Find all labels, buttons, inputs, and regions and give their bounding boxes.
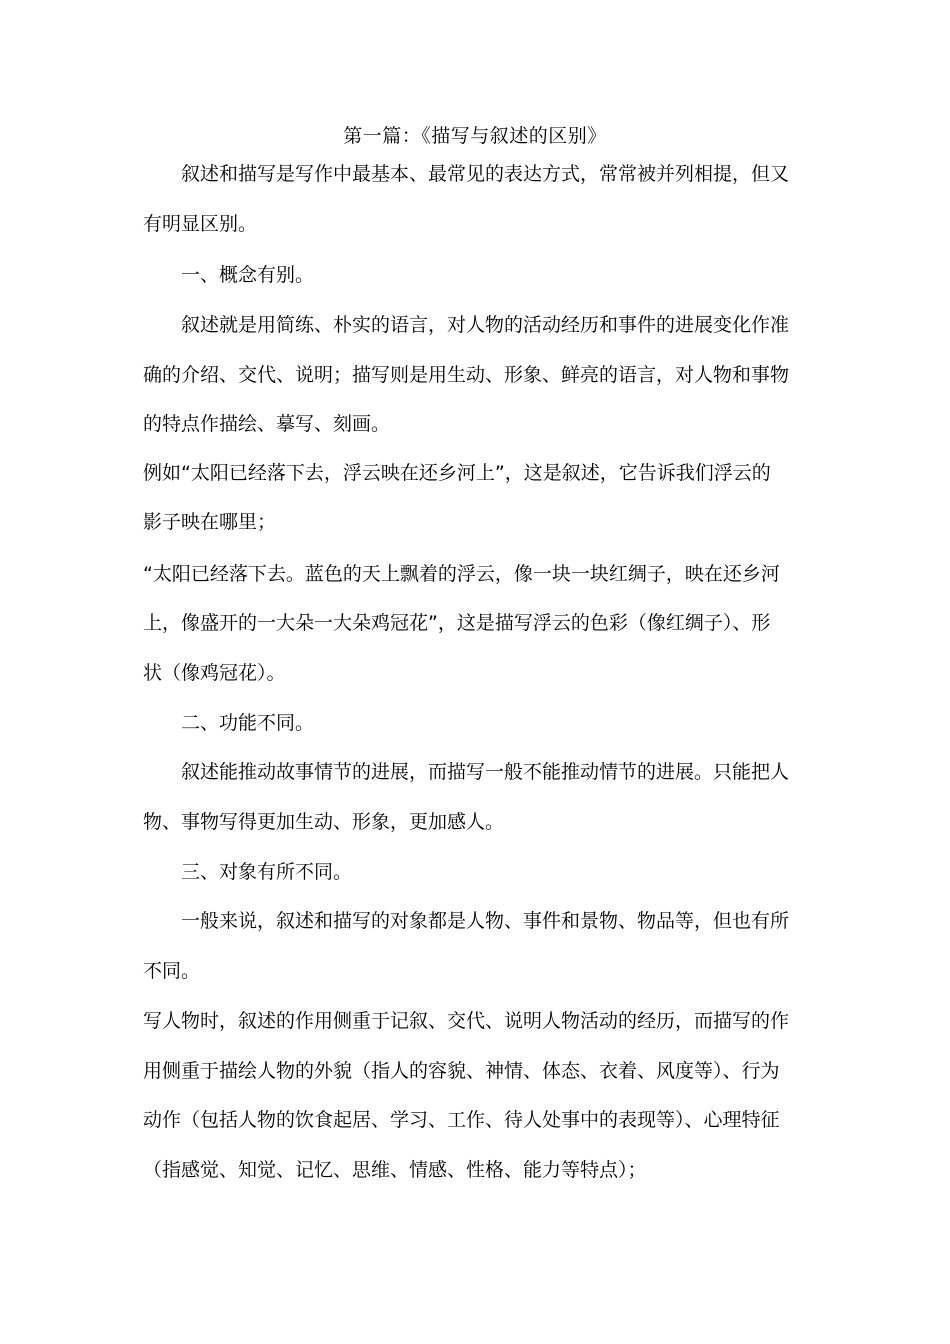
paragraph-line: 不同。	[143, 960, 201, 982]
paragraph-line: 确的介绍、交代、说明；描写则是用生动、形象、鲜亮的语言，对人物和事物	[143, 364, 790, 386]
paragraph-line: “太阳已经落下去。蓝色的天上飘着的浮云，像一块一块红绸子，映在还乡河	[143, 563, 780, 585]
paragraph-line: 用侧重于描绘人物的外貌（指人的容貌、神情、体态、衣着、风度等）、行为	[143, 1060, 780, 1082]
paragraph-line: 例如“太阳已经落下去，浮云映在还乡河上”，这是叙述，它告诉我们浮云的	[143, 462, 771, 484]
paragraph-line: （指感觉、知觉、记忆、思维、情感、性格、能力等特点）；	[143, 1159, 647, 1181]
paragraph-line: 物、事物写得更加生动、形象，更加感人。	[143, 811, 505, 833]
section-heading: 一、概念有别。	[181, 264, 315, 286]
paragraph-line: 状（像鸡冠花）。	[143, 662, 286, 684]
paragraph-line: 上，像盛开的一大朵一大朵鸡冠花”，这是描写浮云的色彩（像红绸子）、形	[143, 612, 771, 634]
paragraph-line: 影子映在哪里；	[143, 511, 277, 533]
paragraph-line: 写人物时，叙述的作用侧重于记叙、交代、说明人物活动的经历，而描写的作	[143, 1010, 790, 1032]
paragraph-line: 叙述和描写是写作中最基本、最常见的表达方式，常常被并列相提，但又	[181, 163, 790, 185]
document-title: 第一篇：《描写与叙述的区别》	[343, 125, 607, 147]
paragraph-line: 叙述能推动故事情节的进展，而描写一般不能推动情节的进展。只能把人	[181, 761, 790, 783]
section-heading: 二、功能不同。	[181, 712, 315, 734]
section-heading: 三、对象有所不同。	[181, 861, 353, 883]
paragraph-line: 叙述就是用简练、朴实的语言，对人物的活动经历和事件的进展变化作准	[181, 314, 790, 336]
paragraph-line: 的特点作描绘、摹写、刻画。	[143, 413, 391, 435]
paragraph-line: 有明显区别。	[143, 213, 258, 235]
paragraph-line: 一般来说，叙述和描写的对象都是人物、事件和景物、物品等，但也有所	[181, 910, 790, 932]
paragraph-line: 动作（包括人物的饮食起居、学习、工作、待人处事中的表现等）、心理特征	[143, 1109, 780, 1131]
